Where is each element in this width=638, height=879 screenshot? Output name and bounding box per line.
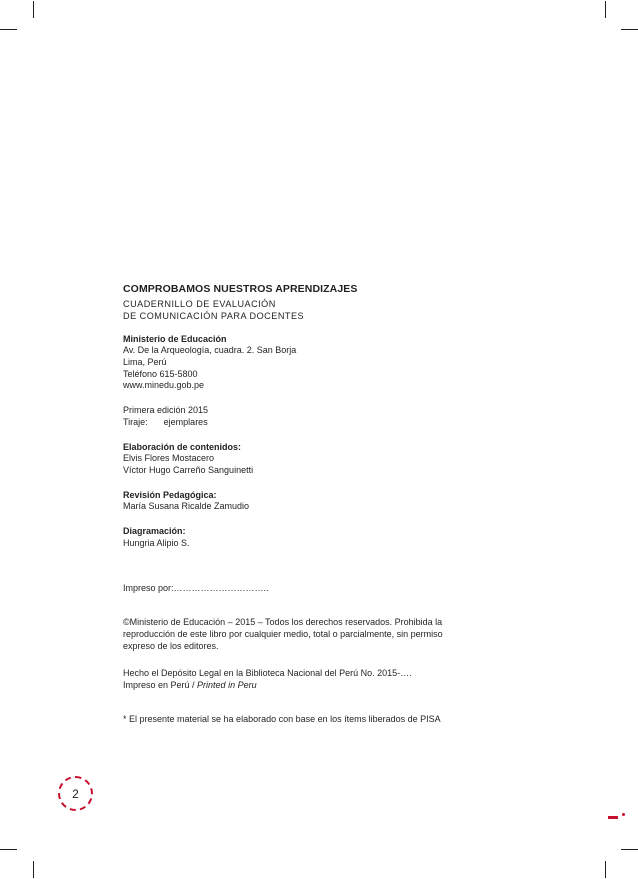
layout-person: Hungria Alipio S. xyxy=(123,537,190,548)
copyright-line-2: reproducción de este libro por cualquier medio, total o parcialmente, sin permiso xyxy=(123,628,443,639)
tiraje-value: ejemplares xyxy=(163,416,208,427)
publisher-phone: Teléfono 615-5800 xyxy=(123,368,198,379)
layout-heading: Diagramación: xyxy=(123,526,186,537)
publisher-website: www.minedu.gob.pe xyxy=(123,380,205,391)
first-edition: Primera edición 2015 xyxy=(123,405,209,416)
copyright-line-1: ©Ministerio de Educación – 2015 – Todos los derechos reservados. Prohibida la xyxy=(123,617,443,628)
copyright-line-3: expreso de los editores. xyxy=(123,640,219,651)
contents-heading: Elaboración de contenidos: xyxy=(123,441,242,452)
crop-mark-bottom-left-horizontal xyxy=(0,849,17,850)
contents-person-2: Víctor Hugo Carreño Sanguinetti xyxy=(123,464,254,475)
crop-mark-bottom-right-vertical xyxy=(605,861,606,878)
crop-mark-bottom-right-horizontal xyxy=(621,849,638,850)
crop-mark-top-left-vertical xyxy=(33,1,34,18)
pisa-footnote: * El presente material se ha elaborado con base en los ítems liberados de PISA xyxy=(123,713,441,724)
document-title: COMPROBAMOS NUESTROS APRENDIZAJES xyxy=(123,283,358,295)
tiraje-label: Tiraje: xyxy=(123,416,148,427)
document-subtitle-line2: DE COMUNICACIÓN PARA DOCENTES xyxy=(123,310,305,321)
publisher-address: Av. De la Arqueología, cuadra. 2. San Borja xyxy=(123,345,297,356)
red-accent-dot xyxy=(622,813,625,816)
page-number-badge xyxy=(58,776,93,811)
tiraje-line xyxy=(123,417,483,429)
document-subtitle-line1: CUADERNILLO DE EVALUACIÓN xyxy=(123,299,276,309)
printed-in-line xyxy=(123,680,483,692)
crop-mark-top-right-vertical xyxy=(605,1,606,18)
legal-deposit: Hecho el Depósito Legal en la Biblioteca Nacional del Perú No. 2015-…. xyxy=(123,668,412,679)
printed-by: Impreso por:………………………….. xyxy=(123,583,269,594)
crop-mark-top-left-horizontal xyxy=(0,29,17,30)
review-person: María Susana Ricalde Zamudio xyxy=(123,501,250,512)
credits-page-content xyxy=(123,283,483,725)
printed-in-prefix: Impreso en Perú / xyxy=(123,679,198,690)
review-heading: Revisión Pedagógica: xyxy=(123,489,217,500)
crop-mark-top-right-horizontal xyxy=(621,29,638,30)
contents-person-1: Elvis Flores Mostacero xyxy=(123,453,215,464)
publisher-name: Ministerio de Educación xyxy=(123,333,227,344)
page-number: 2 xyxy=(72,786,79,801)
crop-mark-bottom-left-vertical xyxy=(33,861,34,878)
printed-in-english: Printed in Peru xyxy=(197,679,257,690)
red-accent-mark xyxy=(608,816,618,819)
publisher-city: Lima, Perú xyxy=(123,357,167,367)
